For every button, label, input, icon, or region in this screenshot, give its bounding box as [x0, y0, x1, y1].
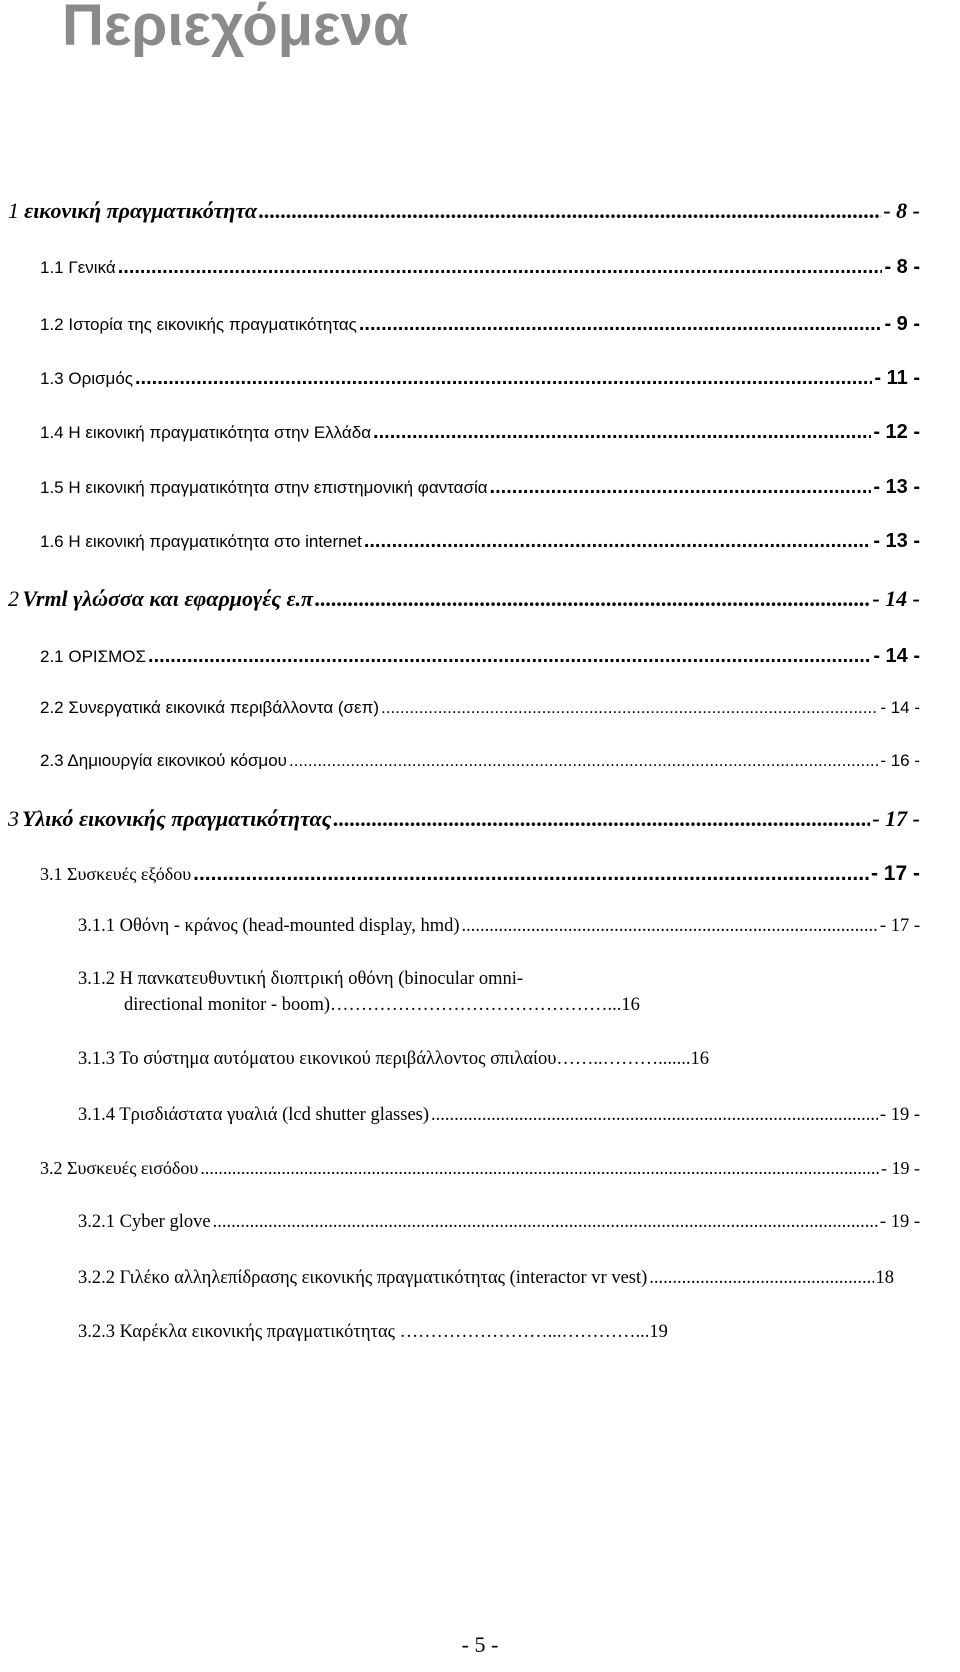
toc-label: εικονική πραγματικότητα [24, 198, 257, 223]
toc-page: - 17 - [870, 862, 920, 885]
toc-entry-2-2[interactable] [40, 698, 920, 718]
toc-entry-1-6[interactable] [40, 530, 920, 553]
toc-entry-3-1-2-line2[interactable]: directional monitor - boom)………………………………………...16 [124, 995, 640, 1015]
toc-page: - 19 - [879, 1212, 920, 1232]
toc-label: 3.2.1 Cyber glove [78, 1212, 211, 1232]
toc-label: 1.5 Η εικονική πραγματικότητα στην επιστημονική φαντασία [40, 478, 488, 497]
dot-leader [315, 586, 870, 612]
dot-leader [359, 313, 883, 336]
toc-label: 2.3 Δημιουργία εικονικού κόσμου [40, 751, 287, 770]
toc-entry-3-1-4[interactable] [78, 1105, 920, 1126]
toc-label: 3.1.1 Οθόνη - κράνος (head-mounted display, hmd) [78, 916, 460, 936]
dot-leader [135, 367, 872, 390]
toc-number: 3 [8, 806, 19, 831]
dot-leader [373, 421, 871, 444]
toc-number: 1 [8, 198, 19, 223]
toc-label: 3.2.2 Γιλέκο αλληλεπίδρασης εικονικής πραγματικότητας (interactor vr vest) [78, 1268, 648, 1288]
dot-leader [364, 530, 872, 553]
toc-page: - 16 - [880, 751, 920, 770]
dot-leader [490, 476, 872, 499]
page-number: - 5 - [461, 1632, 499, 1657]
dot-leader [462, 916, 878, 937]
toc-number: 2 [8, 586, 19, 611]
toc-page: - 14 - [873, 645, 920, 667]
toc-page: - 9 - [884, 313, 920, 335]
toc-page: - 11 - [874, 367, 920, 389]
toc-page: - 14 - [872, 586, 920, 611]
dot-leader [289, 751, 878, 771]
toc-entry-2-1[interactable] [40, 645, 920, 668]
toc-page: - 17 - [879, 916, 920, 936]
toc-page: - 19 - [881, 1158, 920, 1178]
toc-entry-3-1-2-line1[interactable]: 3.1.2 Η πανκατευθυντική διοπτρική οθόνη (binocular omni- [78, 969, 524, 989]
dot-leader [200, 1158, 879, 1179]
toc-entry-1-4[interactable] [40, 421, 920, 444]
dot-leader [213, 1212, 878, 1233]
toc-label: 3.1 Συσκευές εξόδου [40, 864, 192, 884]
toc-label: 1.4 Η εικονική πραγματικότητα στην Ελλάδα [40, 423, 372, 442]
toc-page: - 13 - [873, 476, 920, 498]
toc-entry-ch2[interactable] [8, 586, 920, 612]
dot-leader [431, 1105, 878, 1126]
toc-entry-ch1[interactable] [8, 198, 920, 224]
toc-entry-1-1[interactable] [40, 256, 920, 279]
toc-entry-3-1-3[interactable]: 3.1.3 Το σύστημα αυτόματου εικονικού περιβάλλοντος σπιλαίου……..……….......16 [78, 1049, 710, 1069]
dot-leader [118, 256, 883, 279]
toc-label: 1.3 Ορισμός [40, 369, 133, 388]
toc-entry-3-2-2[interactable] [78, 1268, 894, 1289]
toc-label: 3.2 Συσκευές εισόδου [40, 1158, 199, 1178]
toc-entry-3-2-1[interactable] [78, 1212, 920, 1233]
toc-entry-3-2[interactable] [40, 1158, 920, 1179]
page-title: Περιεχόμενα [62, 0, 409, 58]
toc-page: - 19 - [879, 1105, 920, 1125]
toc-page: - 14 - [880, 698, 920, 717]
toc-label: Υλικό εικονικής πραγματικότητας [21, 806, 332, 831]
toc-label: 1.6 Η εικονική πραγματικότητα στο internet [40, 532, 362, 551]
dot-leader [381, 698, 878, 718]
toc-entry-3-1-1[interactable] [78, 916, 920, 937]
toc-page: - 13 - [873, 530, 920, 552]
toc-entry-1-2[interactable] [40, 313, 920, 336]
dot-leader [649, 1268, 873, 1289]
toc-entry-1-3[interactable] [40, 367, 920, 390]
toc-label: Vrml γλώσσα και εφαρμογές ε.π [22, 586, 314, 611]
toc-entry-2-3[interactable] [40, 751, 920, 771]
dot-leader [148, 645, 871, 668]
toc-label: 2.2 Συνεργατικά εικονικά περιβάλλοντα (σεπ) [40, 698, 380, 717]
toc-page: - 17 - [872, 806, 920, 831]
toc-label: 2.1 ΟΡΙΣΜΟΣ [40, 647, 147, 666]
toc-page: 18 [875, 1268, 894, 1288]
toc-page: - 12 - [873, 421, 920, 443]
dot-leader [259, 198, 881, 224]
toc-entry-1-5[interactable] [40, 476, 920, 499]
toc-label: 1.2 Ιστορία της εικονικής πραγματικότητας [40, 315, 357, 334]
dot-leader [333, 806, 870, 832]
toc-page: - 8 - [884, 256, 920, 278]
toc-entry-3-2-3[interactable]: 3.2.3 Καρέκλα εικονικής πραγματικότητας ……………………...…………...19 [78, 1322, 668, 1342]
toc-page: - 8 - [883, 198, 920, 223]
toc-label: 3.1.4 Τρισδιάστατα γυαλιά (lcd shutter glasses) [78, 1105, 430, 1125]
toc-label: 1.1 Γενικά [40, 258, 116, 277]
toc-entry-3-1[interactable] [40, 862, 920, 886]
dot-leader [193, 862, 869, 886]
toc-entry-ch3[interactable] [8, 806, 920, 832]
